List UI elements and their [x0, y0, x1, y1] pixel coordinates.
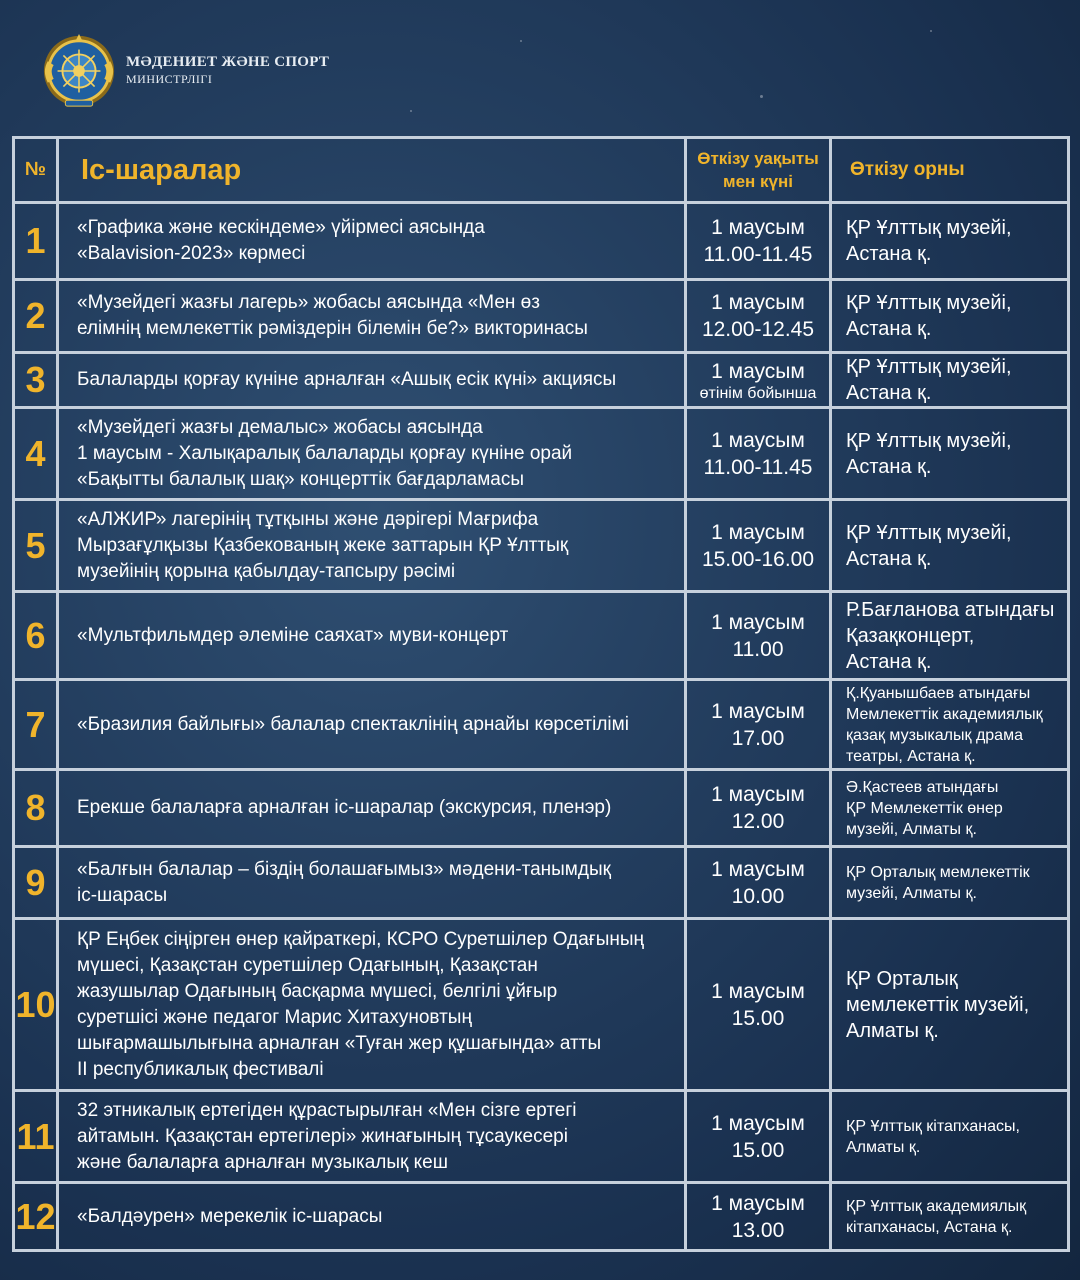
row-date: 1 маусым [711, 520, 805, 544]
row-event: Ерекше балаларға арналған іс-шаралар (экскурсия, пленэр) [58, 770, 686, 847]
table-row [14, 280, 1069, 353]
header-events: Іс-шаралар [58, 138, 686, 203]
row-number: 8 [14, 770, 58, 847]
row-hours: 11.00-11.45 [703, 455, 813, 479]
row-event: «Балдәурен» мерекелік іс-шарасы [58, 1183, 686, 1251]
row-time [686, 847, 831, 919]
table-row [14, 770, 1069, 847]
row-time [686, 280, 831, 353]
row-event: Балаларды қорғау күніне арналған «Ашық есік күні» акциясы [58, 353, 686, 408]
row-time [686, 1183, 831, 1251]
row-hours: 17.00 [731, 726, 785, 750]
row-number: 1 [14, 203, 58, 280]
row-number: 3 [14, 353, 58, 408]
table-row [14, 500, 1069, 592]
row-time [686, 680, 831, 770]
kazakhstan-emblem-icon [40, 32, 118, 110]
row-event: «Графика және кескіндеме» үйірмесі аясында «Balavision-2023» көрмесі [58, 203, 686, 280]
row-date: 1 маусым [711, 291, 805, 314]
header-time-line2: мен күні [723, 172, 793, 191]
table-row [14, 680, 1069, 770]
row-event: «Бразилия байлығы» балалар спектаклінің арнайы көрсетілімі [58, 680, 686, 770]
row-place: ҚР Ұлттық музейі, Астана қ. [831, 280, 1069, 353]
table-row [14, 1091, 1069, 1183]
row-time [686, 919, 831, 1091]
row-date: 1 маусым [711, 1191, 805, 1215]
row-time [686, 500, 831, 592]
row-hours: 11.00-11.45 [703, 243, 813, 266]
row-event: «Музейдегі жазғы лагерь» жобасы аясында «Мен өз елімнің мемлекеттік рәміздерін білемін бе?» викторинасы [58, 280, 686, 353]
row-event: ҚР Еңбек сіңірген өнер қайраткері, КСРО Суретшілер Одағының мүшесі, Қазақстан суретшілер Одағының, Қазақстан жазушылар Одағының басқарма мүшесі, белгілі ұйғыр суретшісі және педагог Марис Хитахуновтың шығармашылығына арналған «Туған жер құшағында» атты II республикалық фестивалі [58, 919, 686, 1091]
row-date: 1 маусым [711, 610, 805, 634]
row-date: 1 маусым [711, 359, 805, 383]
row-date: 1 маусым [711, 1111, 805, 1135]
table-row [14, 408, 1069, 500]
row-place: Қ.Қуанышбаев атындағы Мемлекеттік академиялық қазақ музыкалық драма театры, Астана қ. [831, 680, 1069, 770]
row-place: Ә.Қастеев атындағы ҚР Мемлекеттік өнер музейі, Алматы қ. [831, 770, 1069, 847]
row-hours: 15.00 [731, 1006, 785, 1030]
row-hours: 12.00-12.45 [701, 318, 815, 341]
row-date: 1 маусым [711, 428, 805, 452]
row-time [686, 592, 831, 680]
row-event: 32 этникалық ертегіден құрастырылған «Мен сізге ертегі айтамын. Қазақстан ертегілері» жинағының тұсаукесері және балаларға арналған музыкалық кеш [58, 1091, 686, 1183]
row-place: ҚР Ұлттық музейі, Астана қ. [831, 203, 1069, 280]
header-time [686, 138, 831, 203]
row-number: 5 [14, 500, 58, 592]
table-row [14, 919, 1069, 1091]
row-number: 11 [14, 1091, 58, 1183]
background-speck [930, 30, 932, 32]
row-place: ҚР Ұлттық музейі, Астана қ. [831, 353, 1069, 408]
table-row [14, 592, 1069, 680]
table-row [14, 203, 1069, 280]
row-number: 7 [14, 680, 58, 770]
row-date: 1 маусым [711, 699, 805, 723]
row-place: Р.Бағланова атындағы Қазақконцерт, Астана қ. [831, 592, 1069, 680]
row-event: «Мультфильмдер әлеміне саяхат» муви-концерт [58, 592, 686, 680]
events-table [12, 136, 1070, 1252]
ministry-header [40, 28, 329, 113]
row-date: 1 маусым [711, 979, 805, 1003]
row-place: ҚР Ұлттық музейі, Астана қ. [831, 408, 1069, 500]
row-place: ҚР Ұлттық академиялық кітапханасы, Астана қ. [831, 1183, 1069, 1251]
row-number: 10 [14, 919, 58, 1091]
row-number: 9 [14, 847, 58, 919]
row-place: ҚР Орталық мемлекеттік музейі, Алматы қ. [831, 919, 1069, 1091]
table-header-row [14, 138, 1069, 203]
header-number: № [14, 138, 58, 203]
row-number: 2 [14, 280, 58, 353]
row-date: 1 маусым [711, 783, 805, 806]
row-event: «Балғын балалар – біздің болашағымыз» мәдени-танымдық іс-шарасы [58, 847, 686, 919]
row-place: ҚР Орталық мемлекеттік музейі, Алматы қ. [831, 847, 1069, 919]
row-place: ҚР Ұлттық музейі, Астана қ. [831, 500, 1069, 592]
header-time-line1: Өткізу уақыты [697, 149, 819, 168]
row-hours: 15.00 [731, 1138, 785, 1162]
row-hours: 11.00 [732, 637, 784, 661]
background-speck [410, 110, 412, 112]
row-number: 6 [14, 592, 58, 680]
background-speck [760, 95, 763, 98]
row-hours: 15.00-16.00 [701, 547, 815, 571]
row-time [686, 770, 831, 847]
header-place: Өткізу орны [831, 138, 1069, 203]
row-event: «Музейдегі жазғы демалыс» жобасы аясында 1 маусым - Халықаралық балаларды қорғау күніне орай «Бақытты балалық шақ» концерттік бағдарламасы [58, 408, 686, 500]
background-speck [520, 40, 522, 42]
row-time [686, 408, 831, 500]
ministry-name-line1: МӘДЕНИЕТ ЖӘНЕ СПОРТ [126, 53, 330, 70]
row-event: «АЛЖИР» лагерінің тұтқыны және дәрігері Мағрифа Мырзағұлқызы Қазбекованың жеке заттарын ҚР Ұлттық музейінің қорына қабылдау-тапсыру рәсімі [58, 500, 686, 592]
row-hours: 12.00 [731, 810, 785, 833]
row-number: 12 [14, 1183, 58, 1251]
table-row [14, 847, 1069, 919]
row-hours: 13.00 [731, 1218, 785, 1242]
row-date: 1 маусым [711, 216, 805, 239]
ministry-name-line2: МИНИСТРЛІГІ [126, 71, 213, 86]
table-row [14, 353, 1069, 408]
row-date: 1 маусым [711, 857, 805, 881]
table-row [14, 1183, 1069, 1251]
row-place: ҚР Ұлттық кітапханасы, Алматы қ. [831, 1091, 1069, 1183]
row-hours: өтінім бойынша [699, 384, 817, 402]
row-hours: 10.00 [731, 884, 785, 908]
row-time [686, 1091, 831, 1183]
row-time [686, 353, 831, 408]
row-time [686, 203, 831, 280]
row-number: 4 [14, 408, 58, 500]
